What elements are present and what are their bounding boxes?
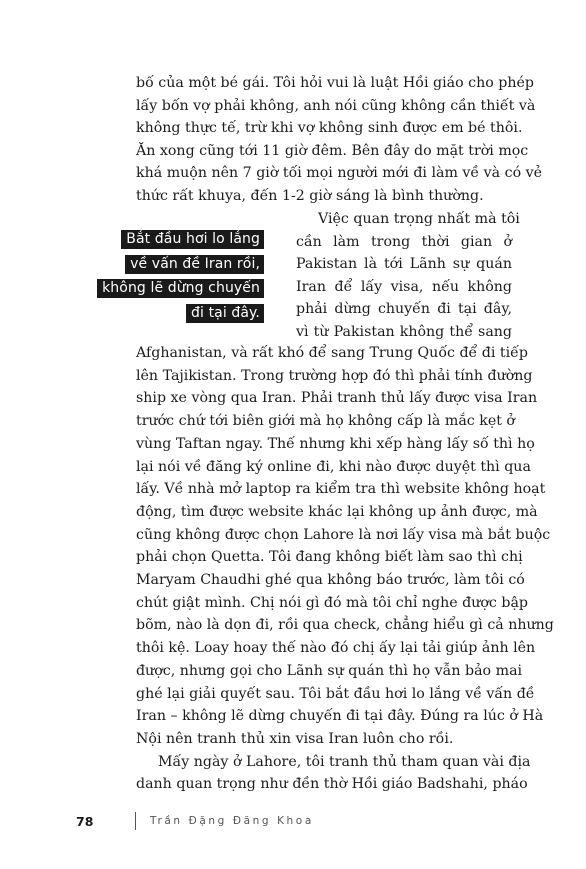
text-line: được, nhưng gọi cho Lãnh sự quán thì họ vẫn bảo mai <box>136 662 523 679</box>
text-line: Mấy ngày ở Lahore, tôi tranh thủ tham quan vài địa <box>158 753 531 770</box>
pull-quote-line: về vấn đề Iran rồi, <box>64 253 264 275</box>
text-line: lấy. Về nhà mở laptop ra kiểm tra thì website không hoạt <box>136 481 546 498</box>
text-line: thôi kệ. Loay hoay thế nào đó chị ấy lại tải giúp ảnh lên <box>136 640 536 657</box>
text-line: Iran để lấy visa, nếu không <box>296 278 512 295</box>
text-line: không thực tế, trừ khi vợ không sinh được em bé thôi. <box>136 120 523 137</box>
main-paragraph <box>136 342 554 796</box>
top-paragraph <box>136 72 543 208</box>
text-line: thức rất khuya, đến 1-2 giờ sáng là bình thường. <box>136 187 484 204</box>
text-line: khá muộn nên 7 giờ tối mọi người mới đi làm về và có vẻ <box>136 165 543 182</box>
text-line: chút giật mình. Chị nói gì đó mà tôi chỉ nghe được bập <box>136 594 528 611</box>
page-number: 78 <box>76 814 94 829</box>
text-line: ship xe vòng qua Iran. Phải tranh thủ lấy được visa Iran <box>136 390 538 407</box>
text-line: Iran – không lẽ dừng chuyến đi tại đây. Đúng ra lúc ở Hà <box>136 708 544 725</box>
text-line: cần làm trong thời gian ở <box>296 233 512 250</box>
pull-quote-line: Bắt đầu hơi lo lắng <box>64 228 264 250</box>
text-line: Nội nên tranh thủ xin visa Iran luôn cho rồi. <box>136 730 454 747</box>
text-line: Việc quan trọng nhất mà tôi <box>318 211 520 227</box>
text-line: phải dừng chuyến đi tại đây, <box>296 301 512 318</box>
pull-quote-line: không lẽ dừng chuyến <box>64 277 264 299</box>
pull-quote-line: đi tại đây. <box>64 302 264 324</box>
text-line: bõm, nào là dọn đi, rồi qua check, chẳng hiểu gì cả nhưng <box>136 617 554 634</box>
running-footer-author: Trần Đặng Đăng Khoa <box>150 815 314 827</box>
text-line: Afghanistan, và rất khó để sang Trung Quốc để đi tiếp <box>136 345 528 361</box>
text-line: vì từ Pakistan không thể sang <box>296 323 512 340</box>
page-footer <box>0 812 586 834</box>
side-column-text <box>296 208 520 344</box>
text-line: Maryam Chaudhi ghé qua không báo trước, làm tôi có <box>136 572 525 589</box>
text-line: trước chứ tới biên giới mà họ không cấp là mắc kẹt ở <box>136 413 515 430</box>
text-line: động, tìm được website khác lại không up ảnh được, mà <box>136 503 538 520</box>
text-line: phải chọn Quetta. Tôi đang không biết làm sao thì chị <box>136 549 523 566</box>
text-line: Ăn xong cũng tới 11 giờ đêm. Bên đây do mặt trời mọc <box>136 142 529 159</box>
text-line: cũng không được chọn Lahore là nơi lấy visa mà bắt buộc <box>136 526 551 543</box>
text-line: danh quan trọng như đền thờ Hồi giáo Badshahi, pháo <box>136 776 528 793</box>
footer-divider <box>135 812 136 830</box>
text-line: lấy bốn vợ phải không, anh nói cũng không cần thiết và <box>136 97 536 114</box>
text-line: lên Tajikistan. Trong trường hợp đó thì phải tính đường <box>136 367 533 384</box>
text-line: ghé lại giải quyết sau. Tôi bắt đầu hơi lo lắng về vấn đề <box>136 685 535 702</box>
pull-quote <box>64 228 264 326</box>
text-line: bố của một bé gái. Tôi hỏi vui là luật Hồi giáo cho phép <box>136 75 534 91</box>
text-line: vùng Taftan ngay. Thế nhưng khi xếp hàng lấy số thì họ <box>136 435 535 452</box>
text-line: lại nói về đăng ký online đi, khi nào được duyệt thì qua <box>136 458 531 475</box>
text-line: Pakistan là tới Lãnh sự quán <box>296 256 512 273</box>
